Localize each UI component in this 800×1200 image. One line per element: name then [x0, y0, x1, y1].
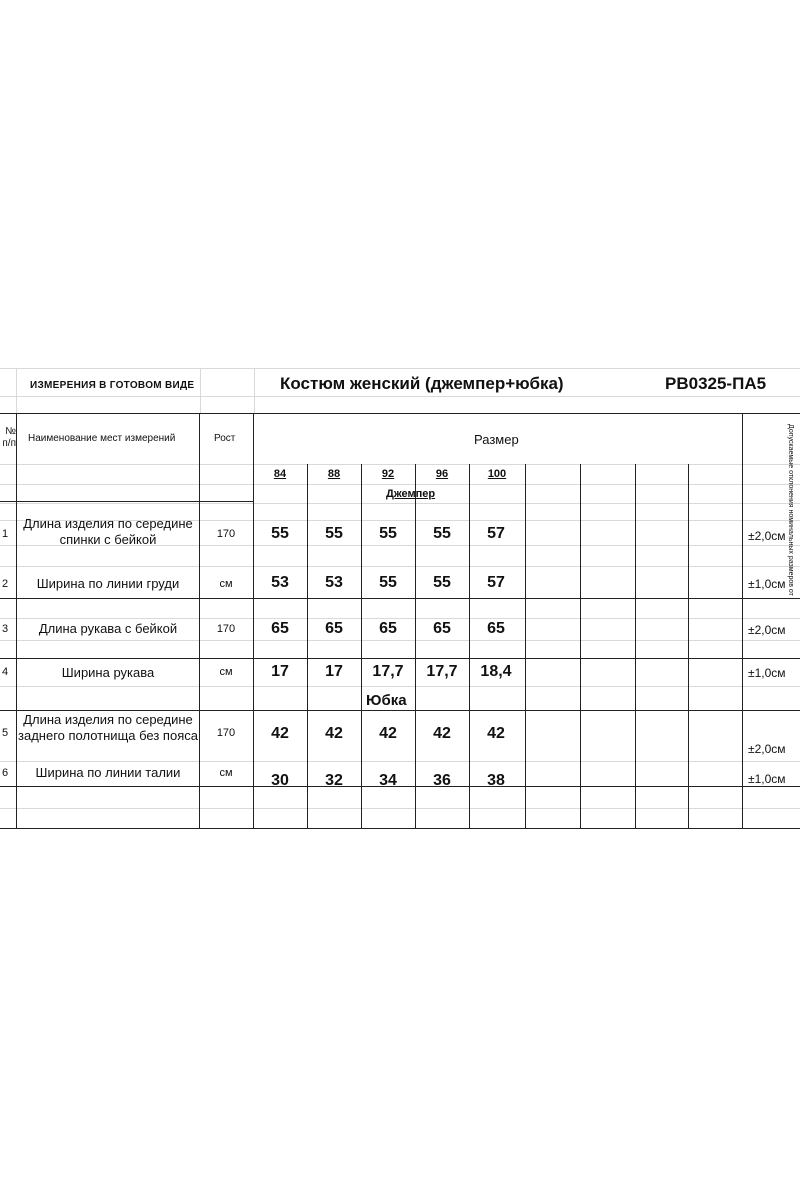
- tolerance-value: ±2,0см: [748, 742, 786, 756]
- size-value: 57: [487, 574, 505, 591]
- height-value: 170: [216, 623, 236, 635]
- row-number: 1: [2, 528, 9, 540]
- page-title: Костюм женский (джемпер+юбка): [280, 374, 564, 393]
- size-value: 65: [325, 620, 343, 637]
- section-jumper: Джемпер: [386, 488, 436, 500]
- size-value: 42: [325, 725, 343, 742]
- row-number: 5: [2, 727, 9, 739]
- row-number: 6: [2, 767, 9, 779]
- measurement-name: Ширина рукава: [61, 665, 155, 680]
- size-value: 57: [487, 525, 505, 542]
- measurement-table: [0, 368, 800, 832]
- size-value: 17: [325, 663, 343, 680]
- size-value: 17,7: [372, 663, 404, 680]
- size-header-84: 84: [273, 468, 287, 480]
- col-height-header: Рост: [214, 433, 236, 444]
- size-value: 42: [271, 725, 289, 742]
- size-value: 55: [433, 574, 451, 591]
- measurement-name: Ширина по линии талии: [35, 765, 181, 780]
- measurements-label: ИЗМЕРЕНИЯ В ГОТОВОМ ВИДЕ: [30, 380, 195, 391]
- size-value: 36: [433, 772, 451, 789]
- height-value: 170: [216, 528, 236, 540]
- col-tolerance-header: Допускаемые отклонения номинальных размеров от: [787, 424, 794, 596]
- size-value: 53: [325, 574, 343, 591]
- size-value: 42: [379, 725, 397, 742]
- height-value: 170: [216, 727, 236, 739]
- size-value: 38: [487, 772, 505, 789]
- size-value: 55: [271, 525, 289, 542]
- measurement-name: Ширина по линии груди: [36, 576, 180, 591]
- size-value: 17,7: [426, 663, 458, 680]
- size-header-96: 96: [435, 468, 449, 480]
- size-value: 55: [379, 574, 397, 591]
- size-value: 53: [271, 574, 289, 591]
- size-value: 55: [433, 525, 451, 542]
- size-value: 65: [433, 620, 451, 637]
- row-number: 4: [2, 666, 9, 678]
- size-value: 65: [487, 620, 505, 637]
- height-value: см: [219, 767, 233, 779]
- size-value: 30: [271, 772, 289, 789]
- col-num-header: № п/п: [2, 426, 16, 449]
- size-value: 42: [433, 725, 451, 742]
- size-header-100: 100: [487, 468, 507, 480]
- tolerance-value: ±2,0см: [748, 529, 786, 543]
- tolerance-value: ±2,0см: [748, 623, 786, 637]
- size-value: 55: [325, 525, 343, 542]
- height-value: см: [219, 666, 233, 678]
- measurement-name: Длина изделия по середине спинки с бейкой: [23, 516, 193, 547]
- size-value: 55: [379, 525, 397, 542]
- size-value: 18,4: [480, 663, 512, 680]
- row-number: 3: [2, 623, 9, 635]
- row-number: 2: [2, 578, 9, 590]
- size-value: 65: [271, 620, 289, 637]
- tolerance-value: ±1,0см: [748, 772, 786, 786]
- model-code: РВ0325-ПА5: [665, 374, 767, 393]
- col-size-header: Размер: [474, 432, 519, 447]
- size-header-88: 88: [327, 468, 341, 480]
- measurement-name: Длина рукава с бейкой: [38, 621, 178, 636]
- section-skirt: Юбка: [366, 692, 407, 709]
- size-value: 65: [379, 620, 397, 637]
- height-value: см: [219, 578, 233, 590]
- tolerance-value: ±1,0см: [748, 577, 786, 591]
- measurement-name: Длина изделия по середине заднего полотнища без пояса: [18, 712, 198, 743]
- size-value: 42: [487, 725, 505, 742]
- size-value: 17: [271, 663, 289, 680]
- size-header-92: 92: [381, 468, 395, 480]
- size-value: 32: [325, 772, 343, 789]
- tolerance-value: ±1,0см: [748, 666, 786, 680]
- size-value: 34: [379, 772, 397, 789]
- col-name-header: Наименование мест измерений: [28, 433, 176, 444]
